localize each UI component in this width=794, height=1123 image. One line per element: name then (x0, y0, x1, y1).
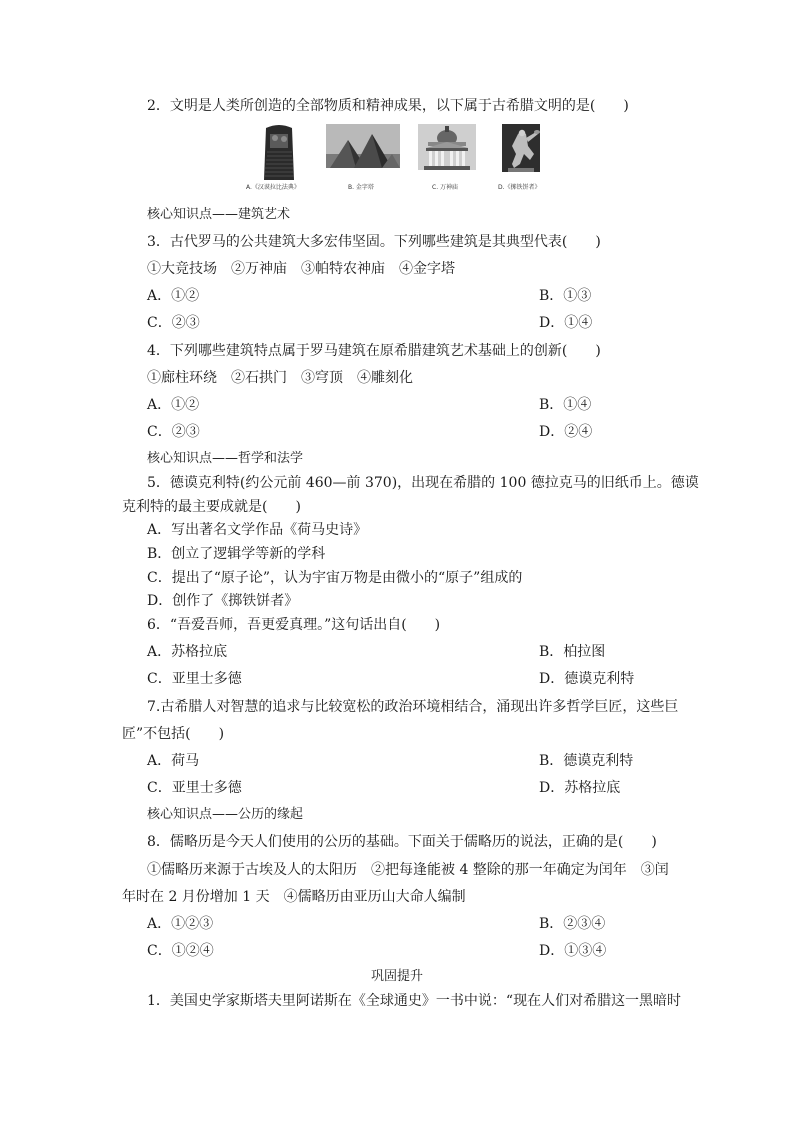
q7-stem-line1: 7.古希腊人对智慧的追求与比较宽松的政治环境相结合，涌现出许多哲学巨匠，这些巨 (147, 699, 679, 715)
pantheon-image (418, 124, 476, 182)
q6-option-c: C．亚里士多德 (147, 671, 242, 687)
q4-stem: 4．下列哪些建筑特点属于罗马建筑在原希腊建筑艺术基础上的创新( ) (147, 343, 601, 359)
q3-option-d: D．①④ (539, 315, 593, 331)
discobolus-image (496, 124, 552, 182)
q3-option-b: B．①③ (539, 288, 592, 304)
q5-option-c: C．提出了“原子论”，认为宇宙万物是由微小的“原子”组成的 (147, 570, 523, 586)
q5-option-d: D．创作了《掷铁饼者》 (147, 593, 299, 609)
q3-option-c: C．②③ (147, 315, 200, 331)
q8-option-d: D．①③④ (539, 943, 607, 959)
section-architecture: 核心知识点——建筑艺术 (147, 207, 291, 222)
q5-stem-line2: 克利特的最主要成就是( ) (122, 499, 301, 515)
q7-option-a: A．荷马 (147, 753, 200, 769)
q3-items: ①大竞技场 ②万神庙 ③帕特农神庙 ④金字塔 (147, 261, 455, 277)
figure-a (244, 124, 314, 196)
q4-items: ①廊柱环绕 ②石拱门 ③穹顶 ④雕刻化 (147, 370, 413, 386)
pyramids-image (326, 124, 400, 182)
figure-d (496, 124, 552, 196)
q5-option-b: B．创立了逻辑学等新的学科 (147, 546, 326, 562)
figure-b (326, 124, 400, 196)
q4-option-a: A．①② (147, 397, 200, 413)
q8-option-b: B．②③④ (539, 916, 606, 932)
section-calendar: 核心知识点——公历的缘起 (147, 807, 304, 822)
q7-option-b: B．德谟克利特 (539, 753, 634, 769)
q7-option-c: C．亚里士多德 (147, 780, 242, 796)
q7-stem-line2: 匠”不包括( ) (122, 726, 225, 742)
q6-option-b: B．柏拉图 (539, 644, 606, 660)
q8-option-a: A．①②③ (147, 916, 214, 932)
q6-option-d: D．德谟克利特 (539, 671, 635, 687)
q2-stem: 2．文明是人类所创造的全部物质和精神成果，以下属于古希腊文明的是( ) (147, 98, 629, 114)
q6-option-a: A．苏格拉底 (147, 644, 228, 660)
caption-a: A.《汉谟拉比法典》 (246, 184, 300, 191)
caption-b: B. 金字塔 (348, 184, 374, 191)
section-consolidate: 巩固提升 (370, 969, 423, 984)
q8-items-line2: 年时在 2 月份增加 1 天 ④儒略历由亚历山大命人编制 (122, 889, 466, 905)
section-philosophy: 核心知识点——哲学和法学 (147, 451, 304, 466)
q4-option-d: D．②④ (539, 424, 593, 440)
q8-option-c: C．①②④ (147, 943, 214, 959)
q8-items-line1: ①儒略历来源于古埃及人的太阳历 ②把每逢能被 4 整除的那一年确定为闰年 ③闰 (147, 862, 669, 878)
q3-stem: 3．古代罗马的公共建筑大多宏伟坚固。下列哪些建筑是其典型代表( ) (147, 234, 601, 250)
code-of-hammurabi-image (244, 124, 314, 182)
q5-stem-line1: 5．德谟克利特(约公元前 460—前 370)，出现在希腊的 100 德拉克马的旧纸币上。德谟 (147, 475, 699, 491)
figure-c (418, 124, 476, 196)
caption-c: C. 万神庙 (432, 184, 459, 191)
c1-stem: 1．美国史学家斯塔夫里阿诺斯在《全球通史》一书中说：“现在人们对希腊这一黑暗时 (147, 993, 682, 1009)
q3-option-a: A．①② (147, 288, 200, 304)
q6-stem: 6．“吾爱吾师，吾更爱真理。”这句话出自( ) (147, 617, 441, 633)
caption-d: D.《掷铁饼者》 (498, 184, 541, 191)
q4-option-b: B．①④ (539, 397, 592, 413)
q7-option-d: D．苏格拉底 (539, 780, 621, 796)
q4-option-c: C．②③ (147, 424, 200, 440)
q5-option-a: A．写出著名文学作品《荷马史诗》 (147, 522, 368, 538)
q8-stem: 8．儒略历是今天人们使用的公历的基础。下面关于儒略历的说法，正确的是( ) (147, 834, 657, 850)
